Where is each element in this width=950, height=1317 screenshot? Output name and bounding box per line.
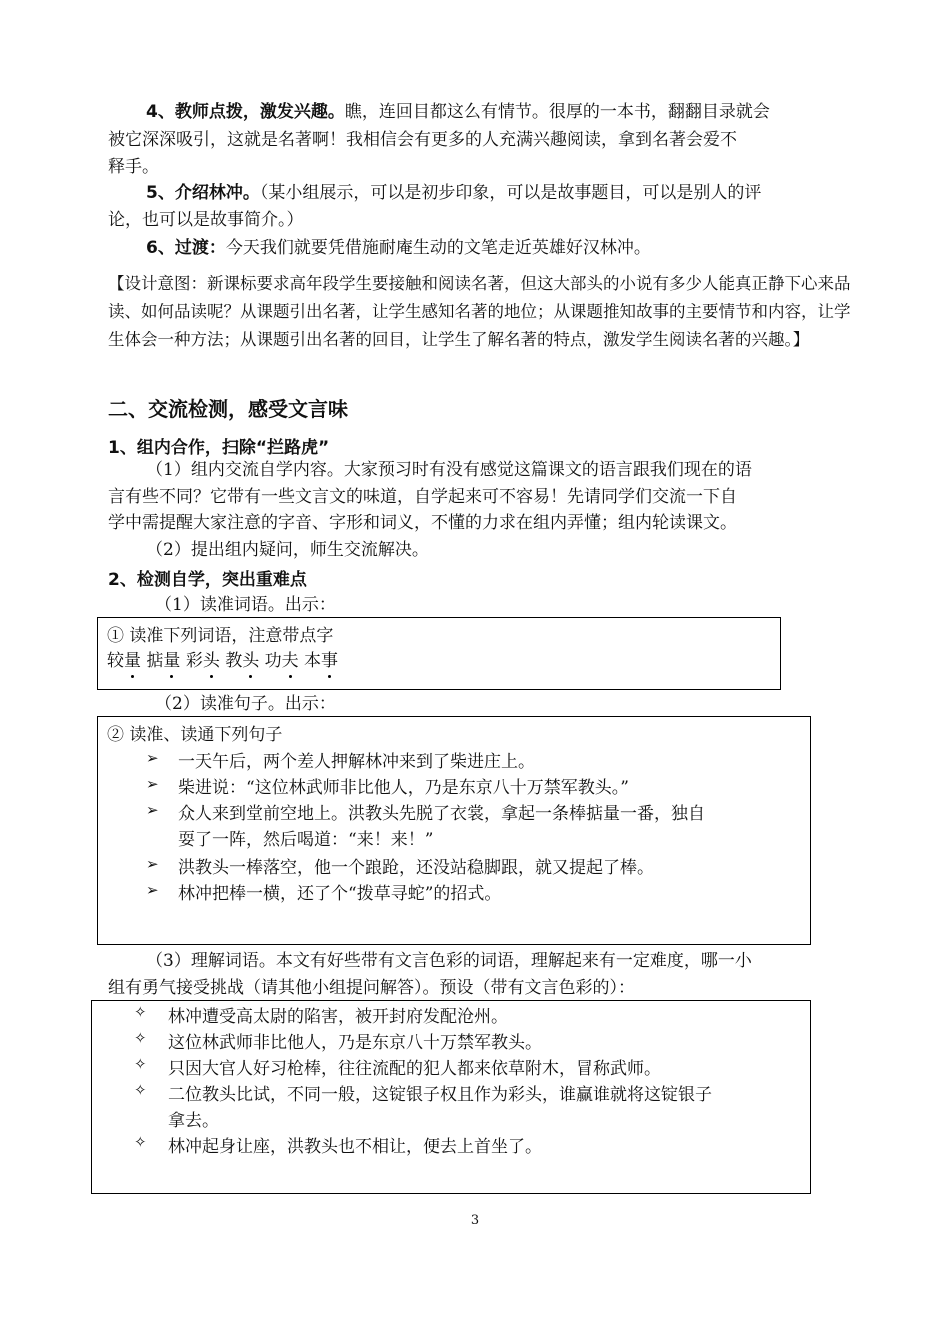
word: 功夫 <box>265 651 299 671</box>
sentences-box <box>97 716 811 945</box>
sub1-p1-line1: （1）组内交流自学内容。大家预习时有没有感觉这篇课文的语言跟我们现在的语 <box>146 460 752 480</box>
sub1-p2: （2）提出组内疑问，师生交流解决。 <box>146 540 429 560</box>
word: 教头 <box>225 651 259 671</box>
classical-item-continued: 拿去。 <box>168 1111 219 1131</box>
words-row <box>107 646 338 671</box>
words-box-title: ① 读准下列词语，注意带点字 <box>107 626 334 646</box>
diamond-bullet-icon: ✧ <box>134 1029 147 1047</box>
arrow-bullet-icon: ➢ <box>146 855 159 873</box>
section5-line1: 5、介绍林冲。（某小组展示，可以是初步印象，可以是故事题目，可以是别人的评 <box>146 183 762 203</box>
q3-line1: （3）理解词语。本文有好些带有文言色彩的词语，理解起来有一定难度，哪一小 <box>146 951 752 971</box>
diamond-bullet-icon: ✧ <box>134 1003 147 1021</box>
section6-heading: 6、过渡： <box>146 238 226 258</box>
sentence-item-continued: 耍了一阵，然后喝道：“来！来！” <box>178 830 434 850</box>
sentences-box-title: ② 读准、读通下列句子 <box>107 725 283 745</box>
sentence-item: 众人来到堂前空地上。洪教头先脱了衣裳，拿起一条棒掂量一番，独自 <box>178 804 705 824</box>
q3-line2: 组有勇气接受挑战（请其他小组提问解答）。预设（带有文言色彩的）： <box>108 978 635 998</box>
arrow-bullet-icon: ➢ <box>146 801 159 819</box>
arrow-bullet-icon: ➢ <box>146 775 159 793</box>
q1-label: （1）读准词语。出示： <box>155 595 336 615</box>
sentence-item: 林冲把棒一横，还了个“拨草寻蛇”的招式。 <box>178 884 502 904</box>
sub1-heading: 1、组内合作，扫除“拦路虎” <box>108 438 330 458</box>
classical-item: 林冲遭受高太尉的陷害，被开封府发配沧州。 <box>168 1007 508 1027</box>
sub2-heading: 2、检测自学，突出重难点 <box>108 570 307 590</box>
sub1-p1-line2: 言有些不同？它带有一些文言文的味道，自学起来可不容易！先请同学们交流一下自 <box>108 487 737 507</box>
page-number: 3 <box>470 1213 480 1228</box>
classical-item: 这位林武师非比他人，乃是东京八十万禁军教头。 <box>168 1033 542 1053</box>
part2-title: 二、交流检测，感受文言味 <box>108 397 348 421</box>
diamond-bullet-icon: ✧ <box>134 1055 147 1073</box>
word: 本事 <box>304 651 338 671</box>
word: 彩头 <box>186 651 220 671</box>
section4-line1: 4、教师点拨，激发兴趣。瞧，连回目都这么有情节。很厚的一本书，翻翻目录就会 <box>146 102 770 122</box>
sub1-p1-line3: 学中需提醒大家注意的字音、字形和词义，不懂的力求在组内弄懂；组内轮读课文。 <box>108 513 737 533</box>
design-intent-paragraph: 【设计意图：新课标要求高年段学生要接触和阅读名著，但这大部头的小说有多少人能真正静下心来品读、如何品读呢？从课题引出名著，让学生感知名著的地位；从课题推知故事的主要情节和内容，让学生体会一种方法；从课题引出名著的回目，让学生了解名著的特点，激发学生阅读名著的兴趣。】 <box>108 274 851 349</box>
word: 较量 <box>107 651 141 671</box>
section4-line2: 被它深深吸引，这就是名著啊！我相信会有更多的人充满兴趣阅读，拿到名著会爱不 <box>108 130 737 150</box>
section4-line3: 释手。 <box>108 157 159 177</box>
classical-item: 只因大官人好习枪棒，往往流配的犯人都来依草附木，冒称武师。 <box>168 1059 661 1079</box>
sentence-item: 柴进说：“这位林武师非比他人，乃是东京八十万禁军教头。” <box>178 778 629 798</box>
section5-heading: 5、介绍林冲。 <box>146 183 260 203</box>
diamond-bullet-icon: ✧ <box>134 1081 147 1099</box>
section5-line2: 论，也可以是故事简介。） <box>108 210 304 230</box>
diamond-bullet-icon: ✧ <box>134 1133 147 1151</box>
section4-heading: 4、教师点拨，激发兴趣。 <box>146 102 345 122</box>
classical-words-box <box>91 1000 811 1194</box>
q2-label: （2）读准句子。出示： <box>155 694 336 714</box>
sentence-item: 一天午后，两个差人押解林冲来到了柴进庄上。 <box>178 752 535 772</box>
arrow-bullet-icon: ➢ <box>146 749 159 767</box>
arrow-bullet-icon: ➢ <box>146 881 159 899</box>
word: 掂量 <box>146 651 180 671</box>
classical-item: 二位教头比试，不同一般，这锭银子权且作为彩头，谁赢谁就将这锭银子 <box>168 1085 712 1105</box>
section6-line: 6、过渡：今天我们就要凭借施耐庵生动的文笔走近英雄好汉林冲。 <box>146 238 651 258</box>
classical-item: 林冲起身让座，洪教头也不相让，便去上首坐了。 <box>168 1137 542 1157</box>
words-box <box>97 617 781 690</box>
sentence-item: 洪教头一棒落空，他一个踉跄，还没站稳脚跟，就又提起了棒。 <box>178 858 654 878</box>
